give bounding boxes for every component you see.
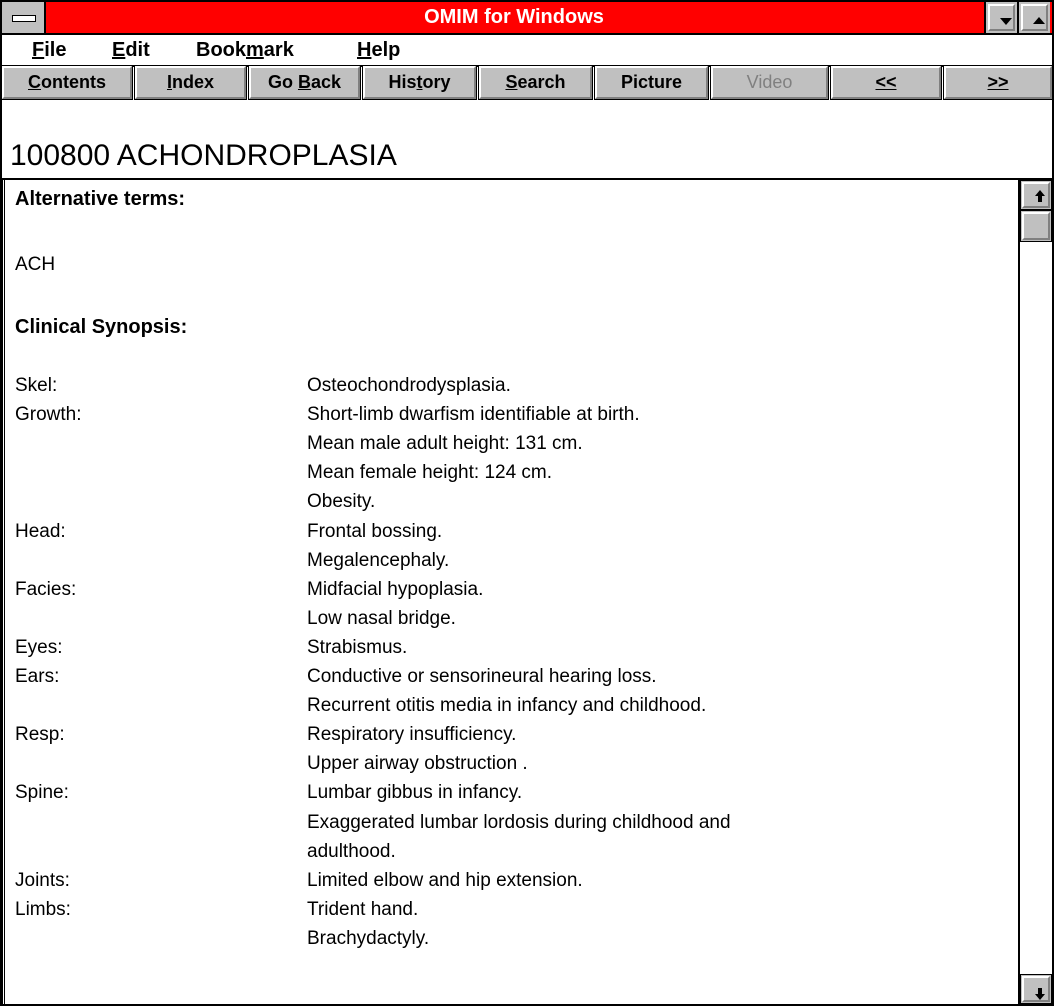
menu-bar xyxy=(2,35,1052,67)
synopsis-text: Midfacial hypoplasia. xyxy=(307,579,484,600)
entry-heading: 100800 ACHONDROPLASIA xyxy=(10,139,397,172)
minimize-icon xyxy=(1000,18,1012,25)
menu-bookmark[interactable]: Bookmark xyxy=(196,39,294,61)
maximize-icon xyxy=(1033,17,1045,24)
synopsis-label: Growth: xyxy=(15,404,82,425)
synopsis-text: Short-limb dwarfism identifiable at birth. xyxy=(307,404,640,425)
next-button[interactable]: >> xyxy=(944,66,1052,99)
scroll-up-icon xyxy=(1022,182,1050,208)
scroll-down-icon xyxy=(1022,976,1050,1002)
synopsis-label: Facies: xyxy=(15,579,77,600)
system-menu-icon xyxy=(12,15,36,22)
scroll-up-button[interactable] xyxy=(1020,180,1052,210)
synopsis-text: Low nasal bridge. xyxy=(307,608,456,629)
synopsis-label: Resp: xyxy=(15,724,65,745)
synopsis-text: Frontal bossing. xyxy=(307,521,443,542)
synopsis-text: Megalencephaly. xyxy=(307,550,450,571)
synopsis-text: Strabismus. xyxy=(307,637,408,658)
window-title: OMIM for Windows xyxy=(424,6,604,28)
synopsis-title: Clinical Synopsis: xyxy=(15,316,188,338)
synopsis-text: Exaggerated lumbar lordosis during childhood and xyxy=(307,812,731,833)
picture-button[interactable]: Picture xyxy=(595,66,708,99)
synopsis-label: Joints: xyxy=(15,870,70,891)
toolbar xyxy=(2,67,1052,131)
synopsis-text: Obesity. xyxy=(307,491,376,512)
synopsis-label: Ears: xyxy=(15,666,60,687)
synopsis-label: Spine: xyxy=(15,782,69,803)
scroll-thumb[interactable] xyxy=(1020,210,1052,242)
menu-help[interactable]: Help xyxy=(357,39,401,61)
vertical-scrollbar[interactable] xyxy=(1018,180,1052,1006)
synopsis-label: Limbs: xyxy=(15,899,71,920)
entry-content[interactable] xyxy=(2,180,1018,1006)
alt-terms-value: ACH xyxy=(15,254,56,275)
synopsis-text: Recurrent otitis media in infancy and childhood. xyxy=(307,695,707,716)
synopsis-text: Respiratory insufficiency. xyxy=(307,724,517,745)
system-menu-button[interactable] xyxy=(2,2,46,33)
synopsis-text: Trident hand. xyxy=(307,899,419,920)
menu-edit[interactable]: Edit xyxy=(112,39,150,61)
synopsis-text: Mean male adult height: 131 cm. xyxy=(307,433,583,454)
alt-terms-title: Alternative terms: xyxy=(15,188,186,210)
history-button[interactable]: History xyxy=(363,66,476,99)
synopsis-text: Brachydactyly. xyxy=(307,928,430,949)
search-button[interactable]: Search xyxy=(479,66,592,99)
go-back-button[interactable]: Go Back xyxy=(249,66,360,99)
synopsis-text: Upper airway obstruction . xyxy=(307,753,528,774)
synopsis-label: Eyes: xyxy=(15,637,63,658)
scroll-down-button[interactable] xyxy=(1020,974,1052,1004)
synopsis-text: Limited elbow and hip extension. xyxy=(307,870,583,891)
video-button[interactable]: Video xyxy=(711,66,828,99)
menu-file[interactable]: File xyxy=(32,39,67,61)
minimize-button[interactable] xyxy=(984,2,1017,33)
index-button[interactable]: Index xyxy=(135,66,246,99)
contents-button[interactable]: Contents xyxy=(2,66,132,99)
synopsis-text: Osteochondrodysplasia. xyxy=(307,375,511,396)
synopsis-text: Conductive or sensorineural hearing loss. xyxy=(307,666,657,687)
maximize-button[interactable] xyxy=(1017,2,1050,33)
previous-button[interactable]: << xyxy=(831,66,941,99)
synopsis-label: Head: xyxy=(15,521,66,542)
title-bar[interactable] xyxy=(2,2,1052,35)
synopsis-text: adulthood. xyxy=(307,841,396,862)
synopsis-label: Skel: xyxy=(15,375,58,396)
synopsis-text: Mean female height: 124 cm. xyxy=(307,462,553,483)
synopsis-text: Lumbar gibbus in infancy. xyxy=(307,782,523,803)
